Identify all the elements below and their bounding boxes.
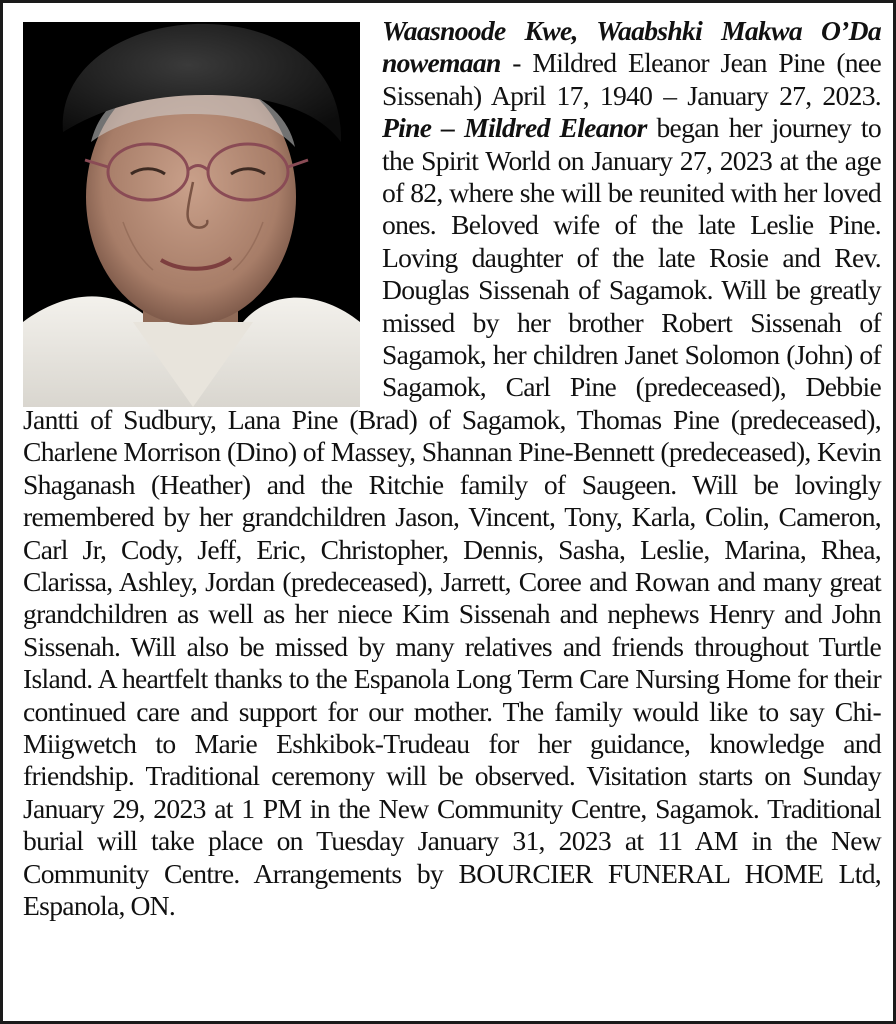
heading-name: Pine – Mildred Eleanor [382, 112, 647, 144]
obituary-body: began her journey to the Spirit World on January 27, 2023 at the age of 82, where she will be reunited with her loved ones. Beloved wife of the late Leslie Pine. Loving daughter of the late Rosie and Rev. Douglas Sissenah of Sagamok. Will be greatly missed by her brother Robert Sissenah of Sagamok, her children Janet Solomon (John) of Sagamok, Carl Pine (predeceased), Debbie Jantti of Sudbury, Lana Pine (Brad) of Sagamok, Thomas Pine (predeceased), Charlene Morrison (Dino) of Massey, Shannan Pine-Bennett (predeceased), Kevin Shaganash (Heather) and the Ritchie family of Saugeen. Will be lovingly remembered by her grandchildren Jason, Vincent, Tony, Karla, Colin, Cameron, Carl Jr, Cody, Jeff, Eric, Christopher, Dennis, Sasha, Leslie, Marina, Rhea, Clarissa, Ashley, Jordan (predeceased), Jarrett, Coree and Rowan and many great grandchildren as well as her niece Kim Sissenah and nephews Henry and John Sissenah. Will also be missed by many relatives and friends throughout Turtle Island. A heartfelt thanks to the Espanola Long Term Care Nursing Home for their continued care and support for our mother. The family would like to say Chi-Miigwetch to Marie Eshkibok-Trudeau for her guidance, knowledge and friendship. Traditional ceremony will be observed. Visitation starts on Sunday January 29, 2023 at 1 PM in the New Community Centre, Sagamok. Traditional burial will take place on Tuesday January 31, 2023 at 11 AM in the New Community Centre. Arrangements by BOURCIER FUNERAL HOME Ltd, Espanola, ON. [23, 112, 881, 921]
obituary-text [23, 15, 881, 922]
name-and-dates: - Mildred Eleanor Jean Pine (nee Sissenah) April 17, 1940 – January 27, 2023. [382, 47, 881, 111]
spirit-name: Waasnoode Kwe, Waabshki Makwa O’Da nowemaan [382, 15, 881, 79]
photo-wrap-spacer [23, 15, 373, 403]
